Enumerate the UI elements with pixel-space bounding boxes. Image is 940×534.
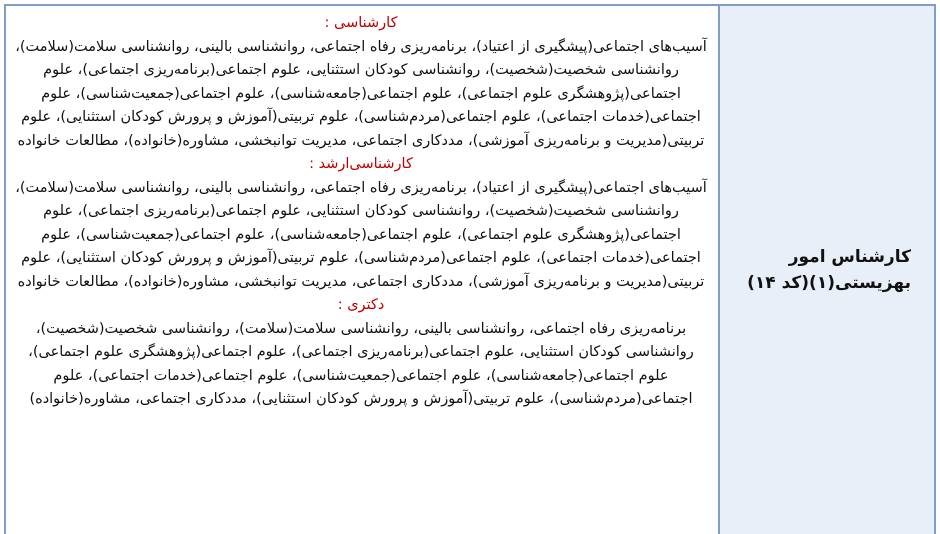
required-fields-cell (6, 6, 718, 534)
master-level-label: کارشناسی‌ارشد : (309, 156, 413, 172)
doctorate-level-label: دکتری : (337, 297, 385, 313)
table-row (4, 4, 936, 534)
job-title-cell (718, 6, 934, 534)
doctorate-fields: برنامه‌ریزی رفاه اجتماعی، روانشناسی بالینی، روانشناسی سلامت(سلامت)، روانشناسی شخصیت(شخصیت)، روانشناسی کودکان استثنایی، علوم اجتماعی(برنامه‌ریزی اجتماعی)، علوم اجتماعی(پژوهشگری علوم اجتماعی)، علوم اجتماعی(جامعه‌شناسی)، علوم اجتماعی(جمعیت‌شناسی)، علوم اجتماعی(خدمات اجتماعی)، علوم اجتماعی(مردم‌شناسی)، علوم تربیتی(آموزش و پرورش کودکان استثنایی)، مددکاری اجتماعی، مشاوره(خانواده) (28, 320, 694, 407)
master-fields: آسیب‌های اجتماعی(پیشگیری از اعتیاد)، برنامه‌ریزی رفاه اجتماعی، روانشناسی بالینی، روانشناسی سلامت(سلامت)، روانشناسی شخصیت(شخصیت)، روانشناسی کودکان استثنایی، علوم اجتماعی(برنامه‌ریزی اجتماعی)، علوم اجتماعی(پژوهشگری علوم اجتماعی)، علوم اجتماعی(جامعه‌شناسی)، علوم اجتماعی(جمعیت‌شناسی)، علوم اجتماعی(خدمات اجتماعی)، علوم اجتماعی(مردم‌شناسی)، علوم تربیتی(آموزش و پرورش کودکان استثنایی)، علوم تربیتی(مدیریت و برنامه‌ریزی آموزشی)، مددکاری اجتماعی، مدیریت توانبخشی، مشاوره(خانواده)، مطالعات خانواده (15, 179, 707, 290)
bachelor-fields: آسیب‌های اجتماعی(پیشگیری از اعتیاد)، برنامه‌ریزی رفاه اجتماعی، روانشناسی بالینی، روانشناسی سلامت(سلامت)، روانشناسی شخصیت(شخصیت)، روانشناسی کودکان استثنایی، علوم اجتماعی(برنامه‌ریزی اجتماعی)، علوم اجتماعی(پژوهشگری علوم اجتماعی)، علوم اجتماعی(جامعه‌شناسی)، علوم اجتماعی(جمعیت‌شناسی)، علوم اجتماعی(خدمات اجتماعی)، علوم اجتماعی(مردم‌شناسی)، علوم تربیتی(آموزش و پرورش کودکان استثنایی)، علوم تربیتی(مدیریت و برنامه‌ریزی آموزشی)، مددکاری اجتماعی، مدیریت توانبخشی، مشاوره(خانواده)، مطالعات خانواده (15, 38, 707, 149)
bachelor-level-label: کارشناسی : (324, 15, 398, 31)
job-title: کارشناس امور بهزیستی(۱)(کد ۱۴) (747, 247, 911, 293)
